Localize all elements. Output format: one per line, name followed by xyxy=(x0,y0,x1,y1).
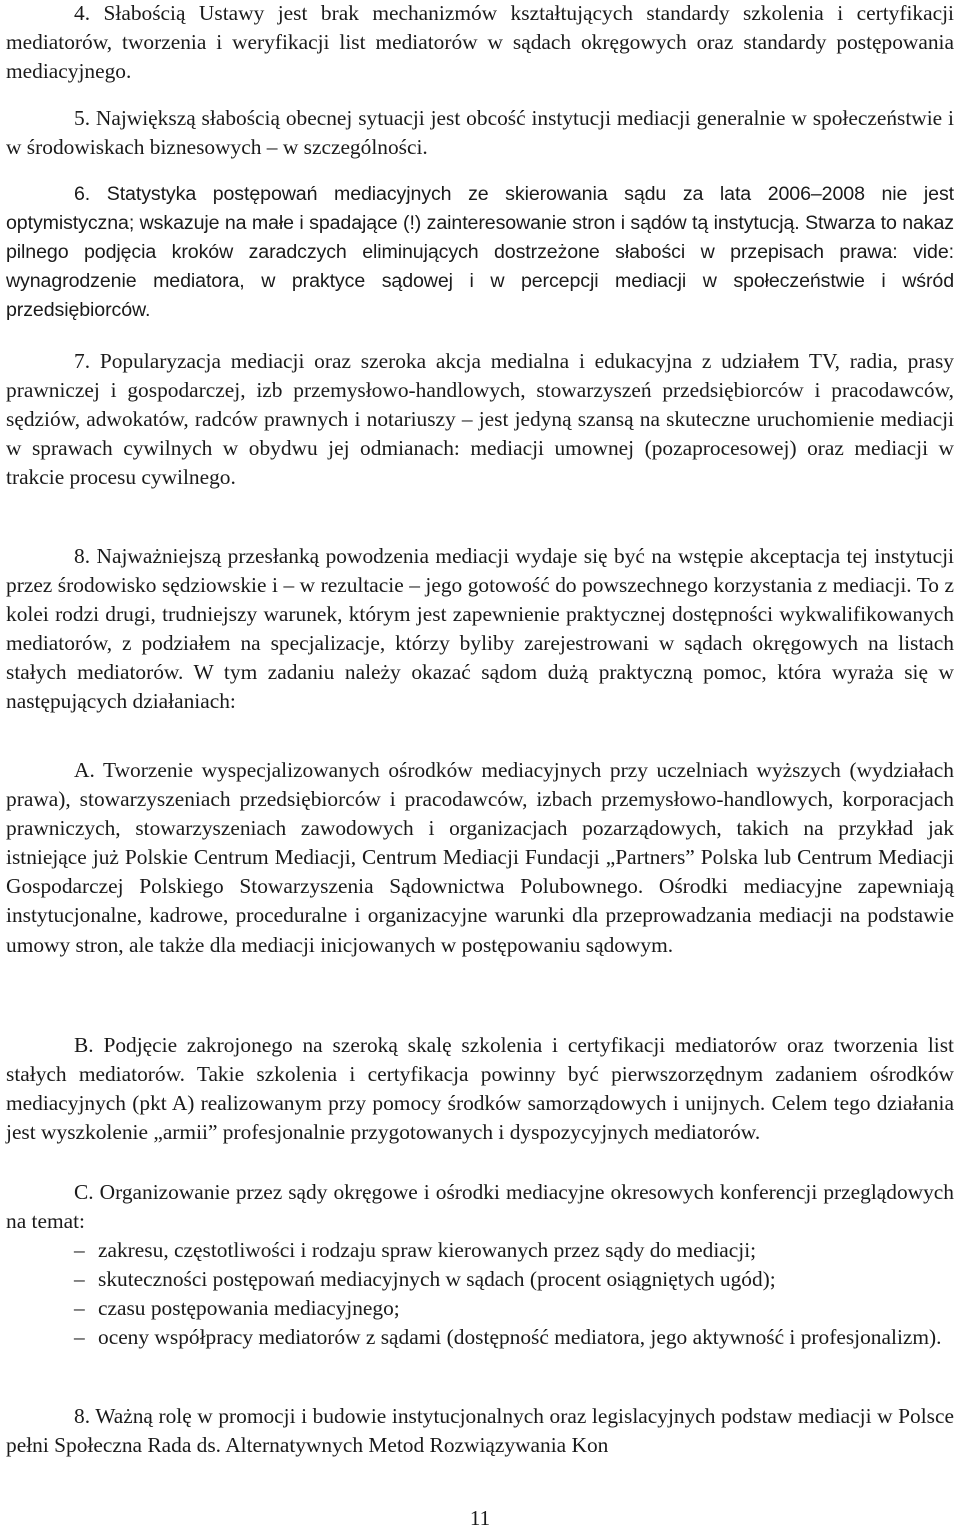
paragraph-4: 4. Słabością Ustawy jest brak mechanizmów kształtujących standardy szkolenia i certyfikacji mediatorów, tworzenia i weryfikacji list mediatorów w sądach okręgowych oraz standardy postępowania mediacyjnego. xyxy=(6,1,954,84)
list-item xyxy=(6,1323,954,1352)
paragraph-c: C. Organizowanie przez sądy okręgowe i ośrodki mediacyjne okresowych konferencji przeglądowych na temat: xyxy=(6,1180,954,1234)
list-dash: – xyxy=(74,1296,85,1321)
paragraph-final: 8. Ważną rolę w promocji i budowie instytucjonalnych oraz legislacyjnych podstaw mediacji w Polsce pełni Społeczna Rada ds. Alternatywnych Metod Rozwiązywania Kon xyxy=(6,1404,954,1458)
paragraph-a: A. Tworzenie wyspecjalizowanych ośrodków mediacyjnych przy uczelniach wyższych (wydziałach prawa), stowarzyszeniach przedsiębiorców i pracodawców, izbach przemysłowo-handlowych, korporacjach prawniczych, stowarzyszeniach zawodowych i organizacjach pozarządowych, takich na przykład jak istniejące już Polskie Centrum Mediacji, Centrum Mediacji Fundacji „Partners” Polska lub Centrum Mediacji Gospodarczej Polskiego Stowarzyszenia Sądownictwa Polubownego. Ośrodki mediacyjne zapewniają instytucjonalne, kadrowe, proceduralne i organizacyjne warunki dla przeprowadzania mediacji na podstawie umowy stron, ale także dla mediacji inicjowanych w postępowaniu sądowym. xyxy=(6,758,954,957)
list-item-text: czasu postępowania mediacyjnego; xyxy=(98,1296,400,1321)
list-item xyxy=(6,1265,954,1294)
conference-topics-list xyxy=(6,1236,954,1352)
list-dash: – xyxy=(74,1325,85,1350)
list-item-text: skuteczności postępowań mediacyjnych w sądach (procent osiągniętych ugód); xyxy=(98,1267,776,1292)
list-item-text: zakresu, częstotliwości i rodzaju spraw kierowanych przez sądy do mediacji; xyxy=(98,1238,757,1262)
list-item-text: oceny współpracy mediatorów z sądami (dostępność mediatora, jego aktywność i profesjonalizm). xyxy=(98,1325,942,1350)
paragraph-b: B. Podjęcie zakrojonego na szeroką skalę szkolenia i certyfikacji mediatorów oraz tworzenia list stałych mediatorów. Takie szkolenia i certyfikacja powinny być pierwszorzędnym zadaniem ośrodków mediacyjnych (pkt A) realizowanym przy pomocy środków samorządowych i unijnych. Celem tego działania jest wyszkolenie „armii” profesjonalnie przygotowanych i dyspozycyjnych mediatorów. xyxy=(6,1033,954,1145)
list-dash: – xyxy=(74,1238,85,1262)
paragraph-8: 8. Najważniejszą przesłanką powodzenia mediacji wydaje się być na wstępie akceptacja tej instytucji przez środowisko sędziowskie i – w rezultacie – jego gotowość do powszechnego korzystania z mediacji. To z kolei rodzi drugi, trudniejszy warunek, którym jest zapewnienie praktycznej dostępności wykwalifikowanych mediatorów, z podziałem na specjalizacje, którzy byliby zarejestrowani w sądach okręgowych na listach stałych mediatorów. W tym zadaniu należy okazać sądom dużą praktyczną pomoc, która wyraża się w następujących działaniach: xyxy=(6,544,954,714)
list-dash: – xyxy=(74,1267,85,1292)
list-item xyxy=(6,1294,954,1323)
list-item xyxy=(6,1236,954,1265)
paragraph-5: 5. Największą słabością obecnej sytuacji jest obcość instytucji mediacji generalnie w społeczeństwie i w środowiskach biznesowych – w szczególności. xyxy=(6,106,954,160)
paragraph-7: 7. Popularyzacja mediacji oraz szeroka akcja medialna i edukacyjna z udziałem TV, radia, prasy prawniczej i gospodarczej, izb przemysłowo-handlowych, stowarzyszeń przedsiębiorców i pracodawców, sędziów, adwokatów, radców prawnych i notariuszy – jest jedyną szansą na skuteczne uruchomienie mediacji w sprawach cywilnych w obydwu jej odmianach: mediacji umownej (pozaprocesowej) oraz mediacji w trakcie procesu cywilnego. xyxy=(6,349,954,490)
paragraph-6: 6. Statystyka postępowań mediacyjnych ze skierowania sądu za lata 2006–2008 nie jest optymistyczna; wskazuje na małe i spadające (!) zainteresowanie stron i sądów tą instytucją. Stwarza to nakaz pilnego podjęcia kroków zaradczych eliminujących dostrzeżone słabości w przepisach prawa: vide: wynagrodzenie mediatora, w praktyce sądowej i w percepcji mediacji w społeczeństwie i wśród przedsiębiorców. xyxy=(6,183,954,322)
page-number: 11 xyxy=(469,1506,491,1530)
